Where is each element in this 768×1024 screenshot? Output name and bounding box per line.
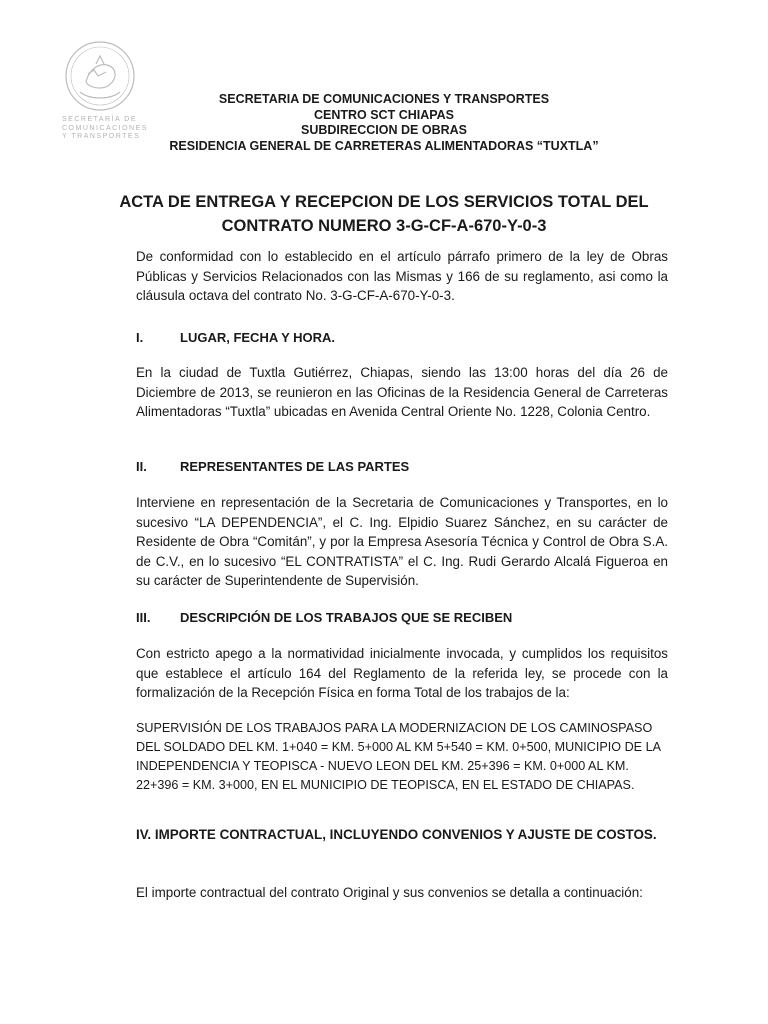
works-description: SUPERVISIÓN DE LOS TRABAJOS PARA LA MODERNIZACION DE LOS CAMINOSPASO DEL SOLDADO DEL KM. 1+040 = KM. 5+000 AL KM 5+540 = KM. 0+500, MUNICIPIO DE LA INDEPENDENCIA Y TEOPISCA - NUEVO LEON DEL KM. 25+396 = KM. 0+000 AL KM. 22+396 = KM. 3+000, EN EL MUNICIPIO DE TEOPISCA, EN EL ESTADO DE CHIAPAS. bbox=[136, 721, 661, 792]
section-4-body: El importe contractual del contrato Original y sus convenios se detalla a continuación: bbox=[136, 885, 643, 900]
document-title bbox=[80, 190, 688, 238]
intro-paragraph: De conformidad con lo establecido en el artículo párrafo primero de la ley de Obras Públicas y Servicios Relacionados con las Mismas y 166 de su reglamento, asi como la cláusula octava del contrato No. 3-G-CF-A-670-Y-0-3. bbox=[136, 249, 668, 303]
section-4-heading: IV. IMPORTE CONTRACTUAL, INCLUYENDO CONVENIOS Y AJUSTE DE COSTOS. bbox=[136, 827, 657, 842]
section-number: III. bbox=[136, 610, 151, 625]
section-title: REPRESENTANTES DE LAS PARTES bbox=[180, 459, 410, 474]
header-line-centro: CENTRO SCT CHIAPAS bbox=[313, 107, 455, 122]
header-line-residencia: RESIDENCIA GENERAL DE CARRETERAS ALIMENTADORAS “TUXTLA” bbox=[169, 138, 599, 153]
section-title: LUGAR, FECHA Y HORA. bbox=[180, 330, 336, 345]
section-number: II. bbox=[136, 459, 147, 474]
section-3-body: Con estricto apego a la normatividad inicialmente invocada, y cumplidos los requisitos que establece el artículo 164 del Reglamento de la referida ley, se procede con la formalización de la Recepción Física en forma Total de los trabajos de la: bbox=[136, 646, 668, 700]
title-line-2: CONTRATO NUMERO 3-G-CF-A-670-Y-0-3 bbox=[221, 217, 547, 235]
section-number: I. bbox=[136, 330, 144, 345]
section-2-heading bbox=[136, 459, 409, 474]
document-header bbox=[0, 92, 768, 154]
logo-caption-line: COMUNICACIONES bbox=[62, 124, 148, 132]
section-1-heading bbox=[136, 330, 335, 345]
header-line-secretaria: SECRETARIA DE COMUNICACIONES Y TRANSPORTES bbox=[218, 92, 550, 106]
section-1-body: En la ciudad de Tuxtla Gutiérrez, Chiapas, siendo las 13:00 horas del día 26 de Diciembre de 2013, se reunieron en las Oficinas de la Residencia General de Carreteras Alimentadoras “Tuxtla” ubicadas en Avenida Central Oriente No. 1228, Colonia Centro. bbox=[136, 365, 668, 419]
section-2-body: Interviene en representación de la Secretaria de Comunicaciones y Transportes, en lo sucesivo “LA DEPENDENCIA”, el C. Ing. Elpidio Suarez Sánchez, en su carácter de Residente de Obra “Comitán”, y por la Empresa Asesoría Técnica y Control de Obra S.A. de C.V., en lo sucesivo “EL CONTRATISTA” el C. Ing. Rudi Gerardo Alcalá Figueroa en su carácter de Superintendente de Supervisión. bbox=[136, 495, 668, 588]
section-3-heading bbox=[136, 610, 512, 625]
header-line-subdireccion: SUBDIRECCION DE OBRAS bbox=[301, 123, 467, 137]
logo-caption-line: SECRETARÍA DE bbox=[62, 116, 137, 123]
section-title: DESCRIPCIÓN DE LOS TRABAJOS QUE SE RECIBEN bbox=[180, 610, 513, 625]
title-line-1: ACTA DE ENTREGA Y RECEPCION DE LOS SERVICIOS TOTAL DEL bbox=[119, 193, 649, 211]
logo-caption-line: Y TRANSPORTES bbox=[62, 133, 141, 140]
